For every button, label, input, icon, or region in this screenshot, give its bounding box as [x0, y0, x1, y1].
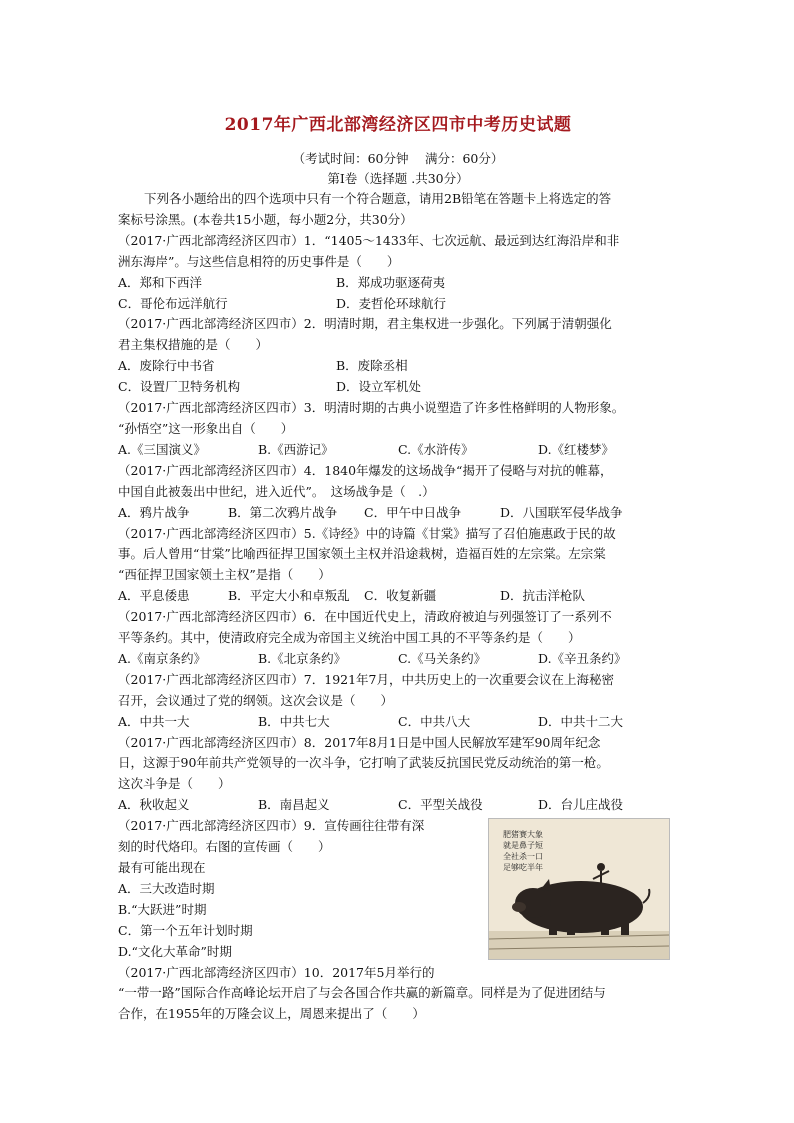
option-b[interactable]: B．郑成功驱逐荷夷 [336, 274, 446, 290]
option-b[interactable]: B．废除丞相 [336, 358, 408, 374]
q9-option-b[interactable]: B.“大跃进”时期 [118, 901, 207, 917]
question-stem-line: （2017·广西北部湾经济区四市）7．1921年7月，中共历史上的一次重要会议在上海秘密 [118, 671, 615, 687]
option-a[interactable]: A．中共一大 [118, 713, 190, 729]
question-stem-line: 中国自此被轰出中世纪，进入近代”。 这场战争是（ .） [118, 483, 435, 499]
section-heading: 第Ⅰ卷（选择题 .共30分） [327, 171, 469, 186]
question-stem-line: （2017·广西北部湾经济区四市）5.《诗经》中的诗篇《甘棠》描写了召伯施惠政于民的故 [118, 525, 616, 541]
q9-stem-1: （2017·广西北部湾经济区四市）9．宣传画往往带有深 [118, 818, 425, 834]
q10-stem-1: （2017·广西北部湾经济区四市）10．2017年5月举行的 [118, 964, 435, 980]
option-a[interactable]: A.《三国演义》 [118, 441, 207, 457]
option-c[interactable]: C．中共八大 [398, 713, 471, 729]
option-c[interactable]: C．设置厂卫特务机构 [118, 379, 241, 395]
option-d[interactable]: D.《辛丑条约》 [538, 650, 627, 666]
question-stem-line: 平等条约。其中，使清政府完全成为帝国主义统治中国工具的不平等条约是（ ） [118, 630, 581, 646]
question-stem-line: （2017·广西北部湾经济区四市）6．在中国近代史上，清政府被迫与列强签订了一系列不 [118, 609, 612, 625]
question-stem-line: 君主集权措施的是（ ） [118, 337, 269, 353]
option-row [118, 649, 678, 670]
question-7 [118, 670, 678, 733]
option-b[interactable]: B．平定大小和卓叛乱 [228, 588, 350, 604]
option-row [118, 503, 678, 524]
option-b[interactable]: B．中共七大 [258, 713, 330, 729]
option-d[interactable]: D．中共十二大 [538, 713, 624, 729]
instructions-line-2: 案标号涂黑。(本卷共15小题，每小题2分，共30分） [118, 211, 413, 227]
question-stem-line: 这次斗争是（ ） [118, 776, 231, 792]
q9-stem-2: 刻的时代烙印。右图的宣传画（ ） [118, 839, 331, 855]
poster-caption-line: 肥猪赛大象 [503, 830, 543, 840]
question-stem-line: （2017·广西北部湾经济区四市）4．1840年爆发的这场战争“揭开了侵略与对抗的帷幕， [118, 462, 613, 478]
question-8 [118, 733, 678, 817]
q10-stem-2: “一带一路”国际合作高峰论坛开启了与会各国合作共赢的新篇章。同样是为了促进团结与 [118, 985, 606, 1001]
option-b[interactable]: B．第二次鸦片战争 [228, 504, 338, 520]
option-a[interactable]: A．鸦片战争 [118, 504, 190, 520]
question-stem-line: （2017·广西北部湾经济区四市）1．“1405～1433年、七次远航、最远到达红海沿岸和非 [118, 232, 620, 248]
option-row [118, 273, 678, 294]
question-3 [118, 398, 678, 461]
q9-option-c[interactable]: C．第一个五年计划时期 [118, 922, 253, 938]
option-c[interactable]: C．哥伦布远洋航行 [118, 295, 228, 311]
question-9 [118, 816, 678, 962]
poster-caption-line: 全社杀一口 [503, 852, 543, 862]
option-b[interactable]: B.《北京条约》 [258, 650, 347, 666]
exam-page [118, 100, 678, 1025]
instructions-line-1: 下列各小题给出的四个选项中只有一个符合题意，请用2B铅笔在答题卡上将选定的答 [144, 191, 612, 206]
question-1 [118, 231, 678, 315]
question-stem-line: “西征捍卫国家领土主权”是指（ ） [118, 567, 331, 583]
question-stem-line: 事。后人曾用“甘棠”比喻西征捍卫国家领土主权并沿途栽树，造福百姓的左宗棠。左宗棠 [118, 546, 606, 562]
poster-caption-line: 足够吃半年 [503, 863, 543, 873]
question-stem-line: “孙悟空”这一形象出自（ ） [118, 420, 294, 436]
option-c[interactable]: C．甲午中日战争 [364, 504, 462, 520]
option-a[interactable]: A．秋收起义 [118, 797, 190, 813]
option-c[interactable]: C．收复新疆 [364, 588, 437, 604]
option-a[interactable]: A．平息倭患 [118, 588, 190, 604]
question-stem-line: （2017·广西北部湾经济区四市）3．明清时期的古典小说塑造了许多性格鲜明的人物形象。 [118, 400, 625, 416]
question-list [118, 231, 678, 816]
exam-info: （考试时间：60分钟 满分：60分） [292, 151, 504, 166]
option-row [118, 356, 678, 377]
propaganda-poster-image [488, 818, 670, 960]
option-c[interactable]: C.《马关条约》 [398, 650, 487, 666]
q9-stem-3: 最有可能出现在 [118, 860, 206, 875]
question-stem-line: 召开，会议通过了党的纲领。这次会议是（ ） [118, 692, 394, 708]
poster-caption-line: 就是鼻子短 [503, 841, 543, 851]
option-b[interactable]: B.《西游记》 [258, 441, 334, 457]
question-2 [118, 314, 678, 398]
option-a[interactable]: A．废除行中书省 [118, 358, 215, 374]
option-a[interactable]: A.《南京条约》 [118, 650, 207, 666]
q9-option-d[interactable]: D.“文化大革命”时期 [118, 943, 232, 959]
option-d[interactable]: D.《红楼梦》 [538, 441, 615, 457]
option-row [118, 440, 678, 461]
question-stem-line: 洲东海岸”。与这些信息相符的历史事件是（ ） [118, 253, 400, 269]
question-stem-line: （2017·广西北部湾经济区四市）2．明清时期，君主集权进一步强化。下列属于清朝强化 [118, 316, 612, 332]
option-d[interactable]: D．八国联军侵华战争 [500, 504, 623, 520]
option-row [118, 586, 678, 607]
question-4 [118, 461, 678, 524]
option-d[interactable]: D．台儿庄战役 [538, 797, 624, 813]
option-c[interactable]: C．平型关战役 [398, 797, 483, 813]
q9-option-a[interactable]: A．三大改造时期 [118, 880, 215, 896]
option-row [118, 795, 678, 816]
question-stem-line: 日，这源于90年前共产党领导的一次斗争，它打响了武装反抗国民党反动统治的第一枪。 [118, 755, 609, 771]
option-row [118, 712, 678, 733]
question-5 [118, 524, 678, 608]
option-d[interactable]: D．抗击洋枪队 [500, 588, 586, 604]
q10-stem-3: 合作，在1955年的万隆会议上，周恩来提出了（ ） [118, 1006, 425, 1022]
option-a[interactable]: A．郑和下西洋 [118, 274, 203, 290]
option-row [118, 377, 678, 398]
poster-caption [503, 829, 543, 873]
option-d[interactable]: D．麦哲伦环球航行 [336, 295, 447, 311]
option-row [118, 294, 678, 315]
option-d[interactable]: D．设立军机处 [336, 379, 422, 395]
question-6 [118, 607, 678, 670]
option-b[interactable]: B．南昌起义 [258, 797, 330, 813]
exam-title: 2017年广西北部湾经济区四市中考历史试题 [224, 115, 572, 135]
question-stem-line: （2017·广西北部湾经济区四市）8．2017年8月1日是中国人民解放军建军90周年纪念 [118, 734, 601, 750]
question-10 [118, 963, 678, 1026]
option-c[interactable]: C.《水浒传》 [398, 441, 474, 457]
